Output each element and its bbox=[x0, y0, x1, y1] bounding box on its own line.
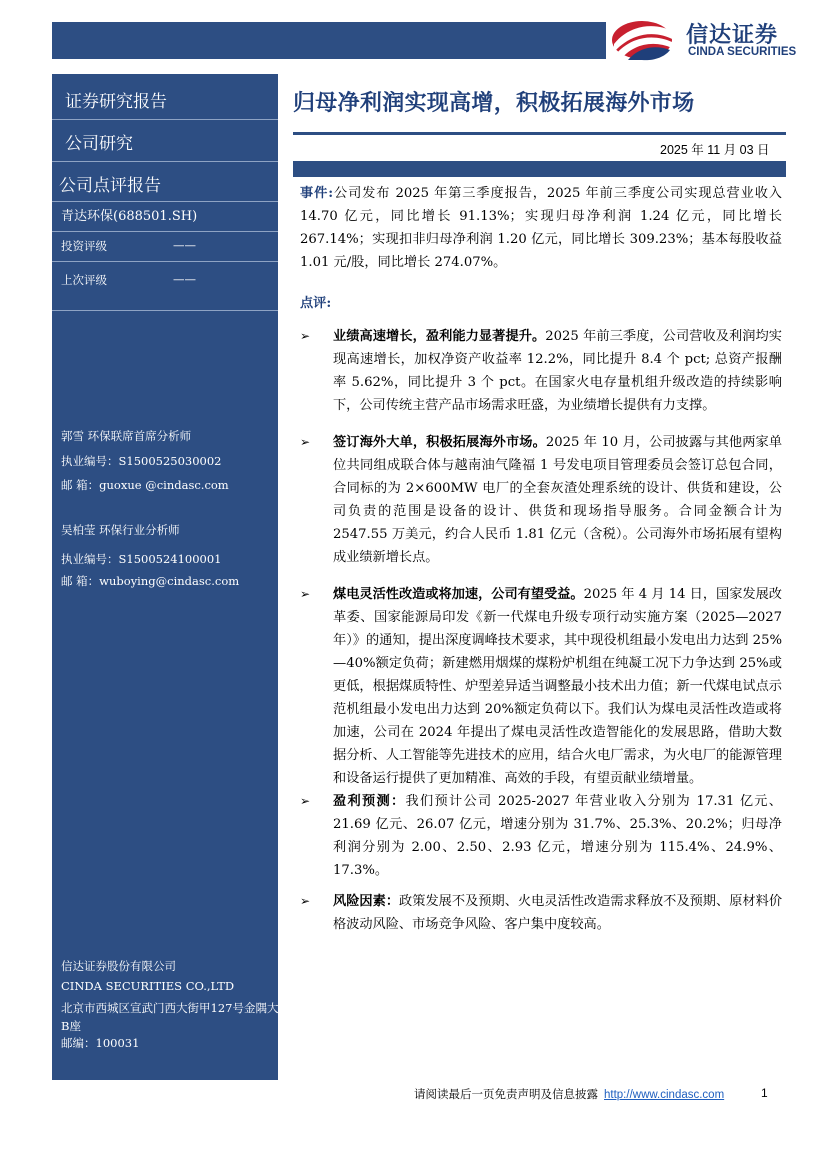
bullet-head: 煤电灵活性改造或将加速，公司有望受益。 bbox=[333, 587, 584, 602]
event-text: 公司发布 2025 年第三季度报告，2025 年前三季度公司实现总营业收入 14.70 亿元，同比增长 91.13%；实现归母净利润 1.24 亿元，同比增长 267.14%；实现扣非归母净利润 1.20 亿元，同比增长 309.23%；基本每股收益 1.01 元/股，同比增长 274.07%。 bbox=[300, 186, 782, 270]
cinda-logo bbox=[608, 12, 808, 64]
bullet-item bbox=[300, 431, 782, 569]
company-ticker: 青达环保(688501.SH) bbox=[61, 209, 198, 224]
analyst1-email[interactable]: 邮 箱：guoxue @cindasc.com bbox=[61, 478, 229, 492]
address-line2: B座 bbox=[61, 1019, 81, 1033]
report-date: 2025 年 11 月 03 日 bbox=[660, 143, 770, 157]
cinda-logo-icon bbox=[608, 14, 680, 64]
arrow-bullet-icon: ➢ bbox=[300, 794, 311, 808]
sidebar-divider bbox=[52, 161, 278, 162]
page-number: 1 bbox=[761, 1086, 768, 1100]
address-line1: 北京市西城区宣武门西大街甲127号金隅大厦 bbox=[61, 1001, 290, 1015]
tag-securities-report: 证券研究报告 bbox=[65, 92, 167, 112]
analyst1-cert: 执业编号：S1500525030002 bbox=[61, 454, 222, 468]
analyst1-name: 郭雪 环保联席首席分析师 bbox=[61, 429, 192, 443]
bullet-text: 2025 年 10 月，公司披露与其他两家单位共同组成联合体与越南油气隆福 1 号发电项目管理委员会签订总包合同，合同标的为 2×600MW 电厂的全套灰渣处理系统的设计、供货和建设，公司负责的范围是设备的设计、供货和现场指导服务。合同金额合计为 2547.55 万美元，约合人民币 1.81 亿元（含税）。公司海外市场拓展有望构成业绩新增长点。 bbox=[333, 435, 783, 565]
bullet-text: 2025 年 4 月 14 日，国家发展改革委、国家能源局印发《新一代煤电升级专项行动实施方案（2025—2027 年）》的通知，提出深度调峰技术要求，其中现役机组最小发电出力达到 25%—40%额定负荷；新建燃用烟煤的煤粉炉机组在纯凝工况下力争达到 25%或更低，根据煤质特性、炉型差异适当调整最小技术出力值；新一代煤电试点示范机组最小发电出力达到 20%额定负荷以下。我们认为煤电灵活性改造或将加速，公司在 2024 年提出了煤电灵活性改造智能化的发展思路，借助大数据分析、人工智能等先进技术的应用，结合火电厂需求，为火电厂的能源管理和设备运行提供了更加精准、高效的手段，有望贡献业绩增量。 bbox=[333, 587, 782, 786]
disclaimer-text: 请阅读最后一页免责声明及信息披露 bbox=[414, 1087, 598, 1101]
logo-text-cn: 信达证券 bbox=[686, 23, 779, 48]
analyst2-cert: 执业编号：S1500524100001 bbox=[61, 552, 222, 566]
bullet-head: 盈利预测： bbox=[333, 794, 406, 809]
bullet-head: 风险因素： bbox=[333, 894, 400, 909]
bullet-item bbox=[300, 583, 782, 790]
sidebar-divider bbox=[52, 201, 278, 202]
report-body bbox=[300, 182, 782, 936]
report-title: 归母净利润实现高增，积极拓展海外市场 bbox=[293, 91, 695, 116]
tag-company-comment: 公司点评报告 bbox=[59, 176, 161, 196]
logo-text-en: CINDA SECURITIES bbox=[688, 46, 797, 58]
rating-value: —— bbox=[173, 238, 196, 252]
analyst2-email[interactable]: 邮 箱：wuboying@cindasc.com bbox=[61, 574, 240, 588]
prev-rating-label: 上次评级 bbox=[61, 273, 107, 287]
bullet-text: 我们预计公司 2025-2027 年营业收入分别为 17.31 亿元、21.69 亿元、26.07 亿元，增速分别为 31.7%、25.3%、20.2%；归母净利润分别为 2.00、2.50、2.93 亿元，增速分别为 115.4%、24.9%、17.3%。 bbox=[333, 794, 782, 878]
rating-label: 投资评级 bbox=[61, 239, 107, 253]
review-label: 点评: bbox=[300, 296, 332, 311]
event-paragraph bbox=[300, 182, 782, 274]
sidebar-divider bbox=[52, 310, 278, 311]
bullet-item bbox=[300, 790, 782, 882]
event-label: 事件: bbox=[300, 186, 334, 201]
company-name-cn: 信达证券股份有限公司 bbox=[61, 959, 176, 973]
sidebar-divider bbox=[52, 231, 278, 232]
header-bar bbox=[52, 22, 606, 59]
arrow-bullet-icon: ➢ bbox=[300, 435, 311, 449]
postcode: 邮编：100031 bbox=[61, 1036, 140, 1050]
bullet-text: 政策发展不及预期、火电灵活性改造需求释放不及预期、原材料价格波动风险、市场竞争风险、客户集中度较高。 bbox=[333, 894, 783, 932]
website-link[interactable]: http://www.cindasc.com bbox=[604, 1089, 725, 1101]
bullet-head: 业绩高速增长，盈利能力显著提升。 bbox=[333, 329, 546, 344]
company-name-en: CINDA SECURITIES CO.,LTD bbox=[61, 979, 235, 993]
title-rule bbox=[293, 132, 786, 135]
bullet-head: 签订海外大单，积极拓展海外市场。 bbox=[333, 435, 546, 450]
arrow-bullet-icon: ➢ bbox=[300, 329, 311, 343]
analyst2-name: 吴柏莹 环保行业分析师 bbox=[61, 523, 180, 537]
bullet-item bbox=[300, 325, 782, 417]
bullet-text: 2025 年前三季度，公司营收及利润均实现高速增长，加权净资产收益率 12.2%，同比提升 8.4 个 pct; 总资产报酬率 5.62%，同比提升 3 个 pct。在国家火电存量机组升级改造的持续影响下，公司传统主营产品市场需求旺盛，为业绩增长提供有力支撑。 bbox=[333, 329, 782, 413]
arrow-bullet-icon: ➢ bbox=[300, 894, 311, 908]
arrow-bullet-icon: ➢ bbox=[300, 587, 311, 601]
bullet-item bbox=[300, 890, 782, 936]
sidebar-divider bbox=[52, 119, 278, 120]
footer bbox=[414, 1086, 724, 1102]
sidebar-divider bbox=[52, 261, 278, 262]
tag-company-research: 公司研究 bbox=[65, 134, 133, 154]
sidebar bbox=[52, 74, 290, 1080]
prev-rating-value: —— bbox=[173, 272, 196, 286]
date-bar bbox=[293, 161, 786, 177]
